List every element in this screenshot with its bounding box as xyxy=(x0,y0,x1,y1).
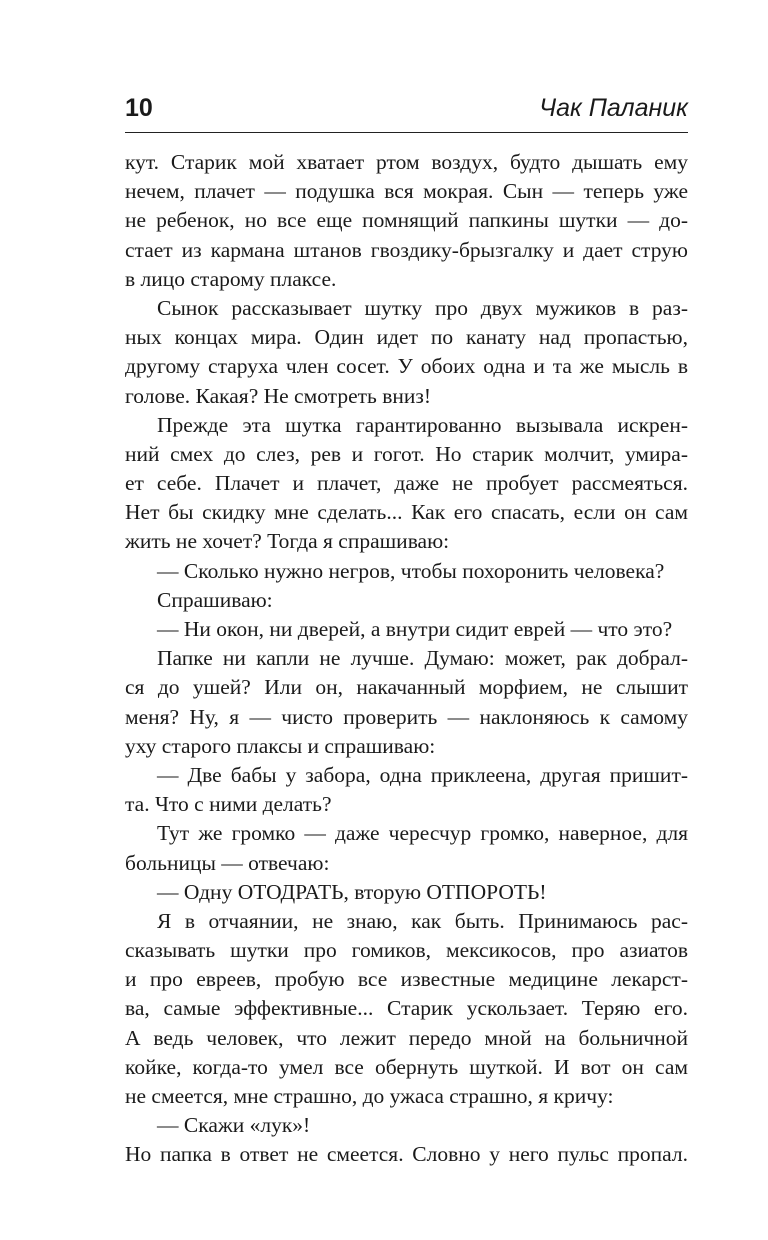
text-line: Нет бы скидку мне сделать... Как его спасать, если он сам xyxy=(125,500,688,525)
text-line: кут. Старик мой хватает ртом воздух, будто дышать ему xyxy=(125,150,688,174)
text-line: Спрашиваю: xyxy=(157,587,273,612)
text-line: — Скажи «лук»! xyxy=(157,1113,311,1138)
page-number: 10 xyxy=(125,94,153,122)
text-line: сказывать шутки про гомиков, мексикосов, про азиатов xyxy=(125,938,688,963)
text-line: Папке ни капли не лучше. Думаю: может, рак добрал- xyxy=(157,646,688,671)
text-line: голове. Какая? Не смотреть вниз! xyxy=(125,383,432,408)
text-line: Прежде эта шутка гарантированно вызывала искрен- xyxy=(157,412,688,437)
text-line: стает из кармана штанов гвоздику-брызгалку и дает струю xyxy=(125,237,688,262)
text-line: Сынок рассказывает шутку про двух мужиков в раз- xyxy=(157,295,688,320)
running-head xyxy=(125,92,688,133)
text-line: нечем, плачет — подушка вся мокрая. Сын — теперь уже xyxy=(125,179,688,204)
text-line: в лицо старому плаксе. xyxy=(125,266,337,291)
text-line: ва, самые эффективные... Старик ускользает. Теряю его. xyxy=(125,996,688,1021)
text-line: Тут же громко — даже чересчур громко, наверное, для xyxy=(157,821,688,846)
text-line: та. Что с ними делать? xyxy=(125,792,332,817)
text-line: уху старого плаксы и спрашиваю: xyxy=(125,733,436,758)
text-line: и про евреев, пробую все известные медицине лекарст- xyxy=(125,967,688,992)
text-line: жить не хочет? Тогда я спрашиваю: xyxy=(125,529,450,554)
text-line: ет себе. Плачет и плачет, даже не пробует рассмеяться. xyxy=(125,471,688,496)
text-line: ний смех до слез, рев и гогот. Но старик молчит, умира- xyxy=(125,441,688,466)
book-author-header: Чак Паланик xyxy=(539,94,688,122)
text-line: не смеется, мне страшно, до ужаса страшно, я кричу: xyxy=(125,1084,614,1108)
text-line: — Сколько нужно негров, чтобы похоронить человека? xyxy=(157,558,665,583)
text-line: меня? Ну, я — чисто проверить — наклоняюсь к самому xyxy=(125,704,688,729)
body-text xyxy=(125,148,688,1170)
text-line: другому старуха член сосет. У обоих одна и та же мысль в xyxy=(125,354,688,379)
text-line: Я в отчаянии, не знаю, как быть. Принимаюсь рас- xyxy=(157,908,688,933)
text-line: — Ни окон, ни дверей, а внутри сидит еврей — что это? xyxy=(157,617,673,641)
text-line: А ведь человек, что лежит передо мной на больничной xyxy=(125,1025,688,1050)
text-line: — Две бабы у забора, одна приклеена, другая пришит- xyxy=(157,762,688,787)
text-line: ся до ушей? Или он, накачанный морфием, не слышит xyxy=(125,675,688,700)
text-line: койке, когда-то умел все обернуть шуткой. И вот он сам xyxy=(125,1054,688,1079)
text-line: Но папка в ответ не смеется. Словно у него пульс пропал. xyxy=(125,1142,688,1167)
text-line: ных концах мира. Один идет по канату над пропастью, xyxy=(125,325,688,350)
text-line: — Одну ОТОДРАТЬ, вторую ОТПОРОТЬ! xyxy=(157,879,547,904)
text-line: не ребенок, но все еще помнящий папкины шутки — до- xyxy=(125,208,688,233)
text-line: больницы — отвечаю: xyxy=(125,850,330,875)
